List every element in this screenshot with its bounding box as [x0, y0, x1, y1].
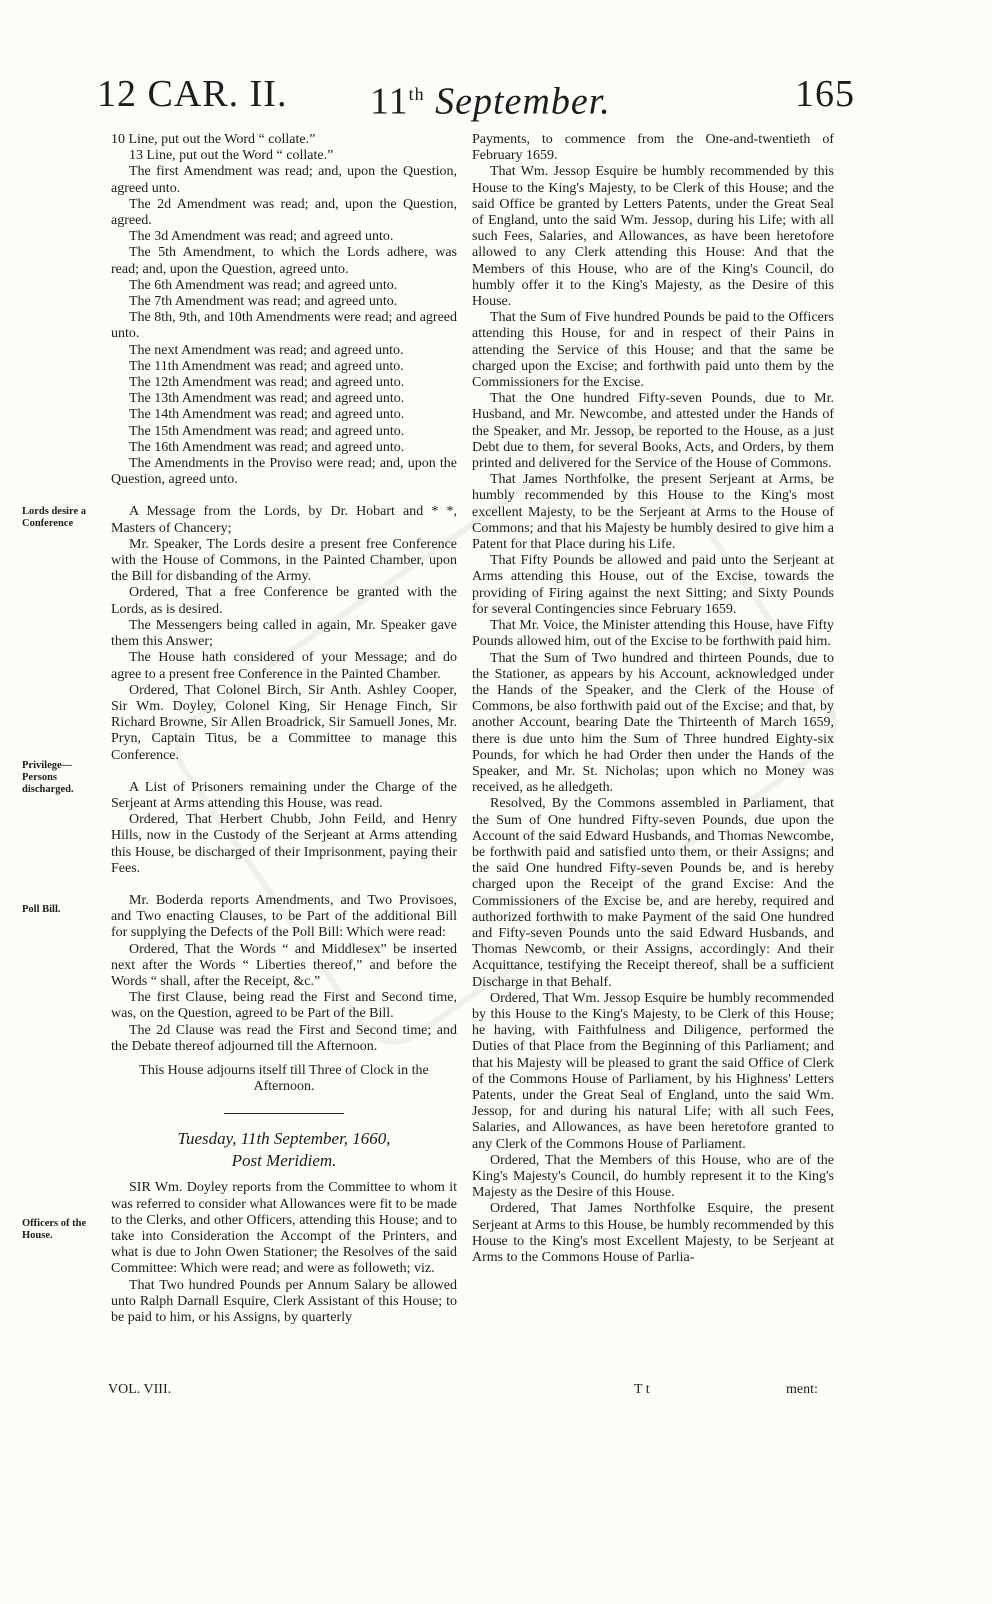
paragraph: That Mr. Voice, the Minister attending this House, have Fifty Pounds allowed him, out of the Excise to be forthwith paid him.: [472, 618, 834, 650]
paragraph: The first Clause, being read the First and Second time, was, on the Question, agreed to be Part of the Bill.: [111, 990, 457, 1022]
paragraph: Ordered, That Colonel Birch, Sir Anth. Ashley Cooper, Sir Wm. Doyley, Colonel King, Sir Henage Finch, Sir Richard Browne, Sir Allen Broadrick, Sir Samuell Jones, Mr. Pryn, Captain Titus, be a Committee to manage this Conference.: [111, 682, 457, 763]
paragraph: The 11th Amendment was read; and agreed unto.: [129, 358, 404, 374]
header-date-num: 11: [370, 80, 409, 123]
header-date: [370, 72, 611, 124]
paragraph: The 3d Amendment was read; and agreed unto.: [129, 229, 394, 245]
paragraph-spacer: [111, 764, 457, 780]
paragraph-spacer: [111, 1172, 457, 1180]
paragraph: Ordered, That Wm. Jessop Esquire be humbly recommended by this House to the King's Majesty, to be Clerk of this House; he having, with Faithfulness and Diligence, performed the Duties of that Place from the Beginning of this Parliament; and that his Majesty will be pleased to grant the said Office of Clerk of the Commons House of Parliament, by his Highness' Letters Patents, under the Great Seal of England, unto the said Wm. Jessop, for and during his natural Life; with all such Fees, Salaries, and Allowances, as have been heretofore granted to any Clerk of the Commons House of Parliament.: [472, 990, 834, 1152]
day-heading: Post Meridiem.: [231, 1151, 337, 1171]
paragraph: That the Sum of Two hundred and thirteen Pounds, due to the Stationer, as appears by his Account, acknowledged under the Hands of the Speaker, and the Clerk of the House of Commons, be also forthwith paid out of the Excise; and that, by another Account, bearing Date the Thirteenth of March 1659, there is due unto him the Sum of Three hundred Eighty-six Pounds, for which he had Order then under the Hands of the Speaker, and Mr. St. Nicholas; upon which no Money was received, as he alledgeth.: [472, 650, 834, 796]
paragraph: Ordered, That the Words “ and Middlesex” be inserted next after the Words “ Liberties thereof,” and before the Words “ shall, after the Receipt, &c.”: [111, 941, 457, 989]
regnal-year: 12 CAR. II.: [97, 73, 288, 115]
page-number: 165: [795, 73, 855, 115]
paragraph: The 13th Amendment was read; and agreed unto.: [129, 391, 405, 407]
paragraph: The 16th Amendment was read; and agreed unto.: [129, 439, 405, 455]
signature-mark: T t: [634, 1382, 650, 1397]
paragraph: Mr. Boderda reports Amendments, and Two Provisoes, and Two enacting Clauses, to be Part of the additional Bill for supplying the Defects of the Poll Bill: Which were read:: [111, 892, 457, 941]
paragraph: The 14th Amendment was read; and agreed unto.: [129, 407, 405, 423]
paragraph-spacer: [111, 1055, 457, 1063]
paragraph: That the Sum of Five hundred Pounds be paid to the Officers attending this House, for and in respect of their Pains in attending the Service of this House; and that the same be charged upon the Excise; and forthwith paid unto them by the Commissioners for the Excise.: [472, 310, 834, 391]
margin-note-officers: Officers of the House.: [22, 1218, 87, 1241]
paragraph: That the One hundred Fifty-seven Pounds, due to Mr. Husband, and Mr. Newcombe, and attested under the Hands of the Speaker, and Mr. Jessop, be reported to the House, as a just Debt due to them, for several Books, Acts, and Orders, by them printed and delivered for the Service of the House of Commons.: [472, 391, 834, 472]
paragraph: Ordered, That a free Conference be granted with the Lords, as is desired.: [111, 585, 457, 617]
margin-note-privilege: Privilege— Persons discharged.: [22, 760, 74, 795]
paragraph: That James Northfolke, the present Serjeant at Arms, be humbly recommended by this House to the King's most excellent Majesty, to be the Serjeant at Arms to the House of Commons; and that his Majesty be humbly desired to give him a Patent for that Place during his Life.: [472, 472, 835, 553]
paragraph: Ordered, That Herbert Chubb, John Feild, and Henry Hills, now in the Custody of the Serjeant at Arms attending this House, be discharged of their Imprisonment, paying their Fees.: [111, 812, 457, 876]
paragraph: A List of Prisoners remaining under the Charge of the Serjeant at Arms attending this House, was read.: [111, 779, 457, 811]
paragraph: That Wm. Jessop Esquire be humbly recommended by this House to the King's Majesty, to be Clerk of this House; and the said Office be granted by Letters Patents, under the Great Seal of England, unto the said Wm. Jessop, during his Life; with all such Fees, Salaries, and Allowances, as have been heretofore allowed to any Clerk attending this House: And that the Members of this House, who are of the King's Council, do humbly offer it to the King's Majesty, as the Desire of this House.: [472, 164, 834, 310]
margin-note-lords-conference: Lords desire a Conference: [22, 506, 86, 529]
running-header: [0, 72, 992, 132]
right-column: [472, 132, 834, 1266]
paragraph: 13 Line, put out the Word “ collate.”: [129, 148, 334, 164]
paragraph: The 2d Clause was read the First and Second time; and the Debate thereof adjourned till the Afternoon.: [111, 1022, 457, 1054]
paragraph-spacer: [111, 877, 457, 893]
paragraph: The 8th, 9th, and 10th Amendments were read; and agreed unto.: [111, 310, 457, 342]
paragraph: The 2d Amendment was read; and, upon the Question, agreed.: [111, 196, 457, 229]
paragraph-spacer: [111, 488, 457, 504]
paragraph: Ordered, That James Northfolke Esquire, the present Serjeant at Arms to this House, be humbly recommended by this House to the King's most Excellent Majesty, to be Serjeant at Arms to the Commons House of Parlia-: [472, 1201, 834, 1266]
section-rule: [224, 1113, 344, 1114]
paragraph: This House adjourns itself till Three of Clock in the Afternoon.: [139, 1062, 429, 1095]
catchword: ment:: [786, 1382, 818, 1397]
margin-note-poll-bill: Poll Bill.: [22, 904, 61, 915]
header-date-sup: th: [408, 84, 425, 104]
paragraph: The 15th Amendment was read; and agreed unto.: [129, 423, 405, 439]
day-heading: Tuesday, 11th September, 1660,: [177, 1129, 391, 1149]
volume-mark: VOL. VIII.: [108, 1382, 172, 1397]
paragraph: That Two hundred Pounds per Annum Salary be allowed unto Ralph Darnall Esquire, Clerk Assistant of this House; to be paid to him, or his Assigns, by quarterly: [111, 1277, 457, 1325]
paragraph: The House hath considered of your Message; and do agree to a present free Conference in the Painted Chamber.: [111, 650, 457, 682]
paragraph: A Message from the Lords, by Dr. Hobart and * *, Masters of Chancery;: [111, 504, 457, 536]
paragraph: The 12th Amendment was read; and agreed unto.: [129, 375, 405, 391]
paragraph: The next Amendment was read; and agreed unto.: [129, 342, 404, 358]
paragraph: The 7th Amendment was read; and agreed unto.: [129, 294, 398, 310]
paragraph: The Messengers being called in again, Mr. Speaker gave them this Answer;: [111, 617, 457, 650]
paragraph: The 5th Amendment, to which the Lords adhere, was read; and, upon the Question, agreed unto.: [111, 245, 457, 277]
paragraph: The 6th Amendment was read; and agreed unto.: [129, 277, 398, 293]
paragraph: Mr. Speaker, The Lords desire a present free Conference with the House of Commons, in the Painted Chamber, upon the Bill for disbanding of the Army.: [111, 536, 457, 585]
paragraph: Ordered, That the Members of this House, who are of the King's Majesty's Council, do humbly represent it to the King's Majesty as the Desire of this House.: [472, 1152, 834, 1201]
paragraph: Payments, to commence from the One-and-twentieth of February 1659.: [472, 132, 834, 164]
paragraph: 10 Line, put out the Word “ collate.”: [111, 132, 316, 147]
left-column: [111, 132, 457, 1326]
paragraph: The Amendments in the Proviso were read; and, upon the Question, agreed unto.: [111, 456, 457, 488]
paragraph: Resolved, By the Commons assembled in Parliament, that the Sum of One hundred Fifty-seven Pounds, due upon the Account of the said Edward Husbands, and Thomas Newcombe, be forthwith paid and satisfied unto them, or their Assigns; and the said One hundred Fifty-seven Pounds be, and is hereby charged upon the Receipt of the grand Excise: And the Commissioners of the Excise be, and are hereby, required and authorized forthwith to make Payment of the said One hundred and Fifty-seven Pounds unto the said Edward Husbands, and Thomas Newcomb, or their Assigns, accordingly: And their Acquittance, testifying the Receipt thereof, shall be a sufficient Discharge in that Behalf.: [472, 796, 834, 990]
paragraph: SIR Wm. Doyley reports from the Committee to whom it was referred to consider what Allowances were fit to be made to the Clerks, and other Officers, attending this House; and to take into Consideration the Accompt of the Printers, and what is due to John Owen Stationer; the Resolves of the said Committee: Which were read; and were as followeth; viz.: [111, 1180, 457, 1277]
paragraph: The first Amendment was read; and, upon the Question, agreed unto.: [111, 164, 457, 196]
header-date-month: September.: [435, 80, 611, 123]
paragraph: That Fifty Pounds be allowed and paid unto the Serjeant at Arms attending this House, out of the Excise, towards the providing of Firing against the next Sitting; and Sixty Pounds for several Contingencies since February 1659.: [472, 553, 834, 617]
